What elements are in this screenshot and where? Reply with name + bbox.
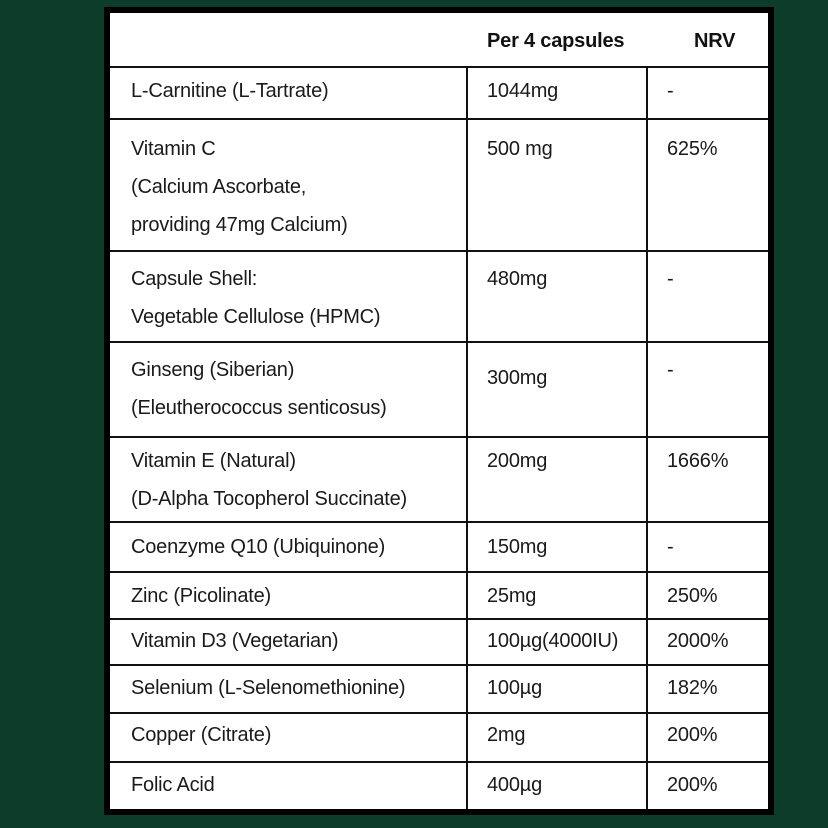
nrv-cell: 182% xyxy=(646,666,768,712)
amount-cell: 500 mg xyxy=(466,120,646,250)
ingredient-cell xyxy=(131,523,466,571)
table-row xyxy=(110,120,768,252)
ingredient-line: (Eleutherococcus senticosus) xyxy=(131,397,387,419)
table-row xyxy=(110,620,768,666)
ingredient-cell xyxy=(131,620,466,664)
ingredient-line: Selenium (L-Selenomethionine) xyxy=(131,677,406,699)
amount-cell: 300mg xyxy=(466,343,646,436)
ingredient-line: providing 47mg Calcium) xyxy=(131,214,348,236)
nrv-cell: - xyxy=(646,68,768,118)
table-row xyxy=(110,714,768,763)
table-row xyxy=(110,252,768,343)
amount-cell: 480mg xyxy=(466,252,646,341)
ingredient-line: Vitamin C xyxy=(131,138,216,160)
ingredient-line: Capsule Shell: xyxy=(131,268,258,290)
amount-cell: 100µg(4000IU) xyxy=(466,620,646,664)
ingredient-line: Folic Acid xyxy=(131,774,215,796)
ingredient-cell xyxy=(131,343,466,436)
amount-cell: 2mg xyxy=(466,714,646,761)
ingredient-line: (D-Alpha Tocopherol Succinate) xyxy=(131,488,408,510)
amount-cell: 100µg xyxy=(466,666,646,712)
table-row xyxy=(110,523,768,573)
nrv-cell: 200% xyxy=(646,763,768,809)
ingredient-cell xyxy=(131,666,466,712)
nutrition-table xyxy=(104,7,774,815)
table-row xyxy=(110,438,768,523)
amount-cell: 400µg xyxy=(466,763,646,809)
table-row xyxy=(110,68,768,120)
ingredient-line: Vitamin E (Natural) xyxy=(131,450,296,472)
amount-cell: 25mg xyxy=(466,573,646,618)
table-row xyxy=(110,573,768,620)
ingredient-cell xyxy=(131,438,466,521)
nrv-cell: 1666% xyxy=(646,438,768,521)
nrv-cell: - xyxy=(646,343,768,436)
amount-cell: 150mg xyxy=(466,523,646,571)
ingredient-line: Vitamin D3 (Vegetarian) xyxy=(131,630,339,652)
table-row xyxy=(110,343,768,438)
ingredient-cell xyxy=(131,714,466,761)
ingredient-line: Vegetable Cellulose (HPMC) xyxy=(131,306,381,328)
nrv-cell: - xyxy=(646,252,768,341)
ingredient-cell xyxy=(131,763,466,809)
table-row xyxy=(110,666,768,714)
ingredient-line: Coenzyme Q10 (Ubiquinone) xyxy=(131,536,386,558)
nrv-cell: 200% xyxy=(646,714,768,761)
table-row xyxy=(110,763,768,809)
amount-cell: 1044mg xyxy=(466,68,646,118)
nrv-cell: 2000% xyxy=(646,620,768,664)
header-amount: Per 4 capsules xyxy=(487,30,625,52)
ingredient-line: L-Carnitine (L-Tartrate) xyxy=(131,80,329,102)
ingredient-line: Zinc (Picolinate) xyxy=(131,585,271,607)
ingredient-cell xyxy=(131,68,466,118)
nrv-cell: 250% xyxy=(646,573,768,618)
amount-cell: 200mg xyxy=(466,438,646,521)
table-header-row xyxy=(110,13,768,68)
nrv-cell: - xyxy=(646,523,768,571)
ingredient-line: Ginseng (Siberian) xyxy=(131,359,295,381)
header-nrv: NRV xyxy=(694,30,736,52)
ingredient-line: (Calcium Ascorbate, xyxy=(131,176,307,198)
nrv-cell: 625% xyxy=(646,120,768,250)
ingredient-cell xyxy=(131,573,466,618)
ingredient-cell xyxy=(131,252,466,341)
ingredient-line: Copper (Citrate) xyxy=(131,724,272,746)
ingredient-cell xyxy=(131,120,466,250)
